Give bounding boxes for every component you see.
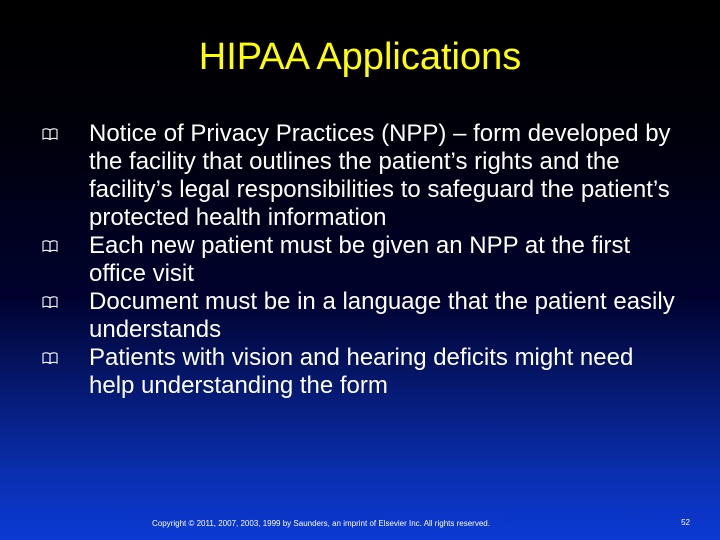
bullet-text: Patients with vision and hearing deficits might need help understanding the form xyxy=(89,344,634,399)
book-icon xyxy=(42,240,58,252)
book-icon xyxy=(42,296,58,308)
bullet-item xyxy=(0,344,720,400)
bullet-item xyxy=(0,288,720,344)
book-icon xyxy=(42,128,58,140)
bullet-item xyxy=(0,120,720,232)
bullet-text: Each new patient must be given an NPP at the first office visit xyxy=(89,232,631,287)
bullet-text: Document must be in a language that the patient easily understands xyxy=(89,288,675,343)
bullet-item xyxy=(0,232,720,288)
book-icon xyxy=(42,352,58,364)
copyright-footer: Copyright © 2011, 2007, 2003, 1999 by Saunders, an imprint of Elsevier Inc. All rights reserved. xyxy=(152,519,490,528)
bullet-list xyxy=(0,120,720,400)
page-number: 52 xyxy=(681,518,690,527)
slide-title: HIPAA Applications xyxy=(198,36,522,78)
bullet-text: Notice of Privacy Practices (NPP) – form developed by the facility that outlines the patient’s rights and the facility’s legal responsibilities to safeguard the patient’s protected health information xyxy=(89,120,671,231)
